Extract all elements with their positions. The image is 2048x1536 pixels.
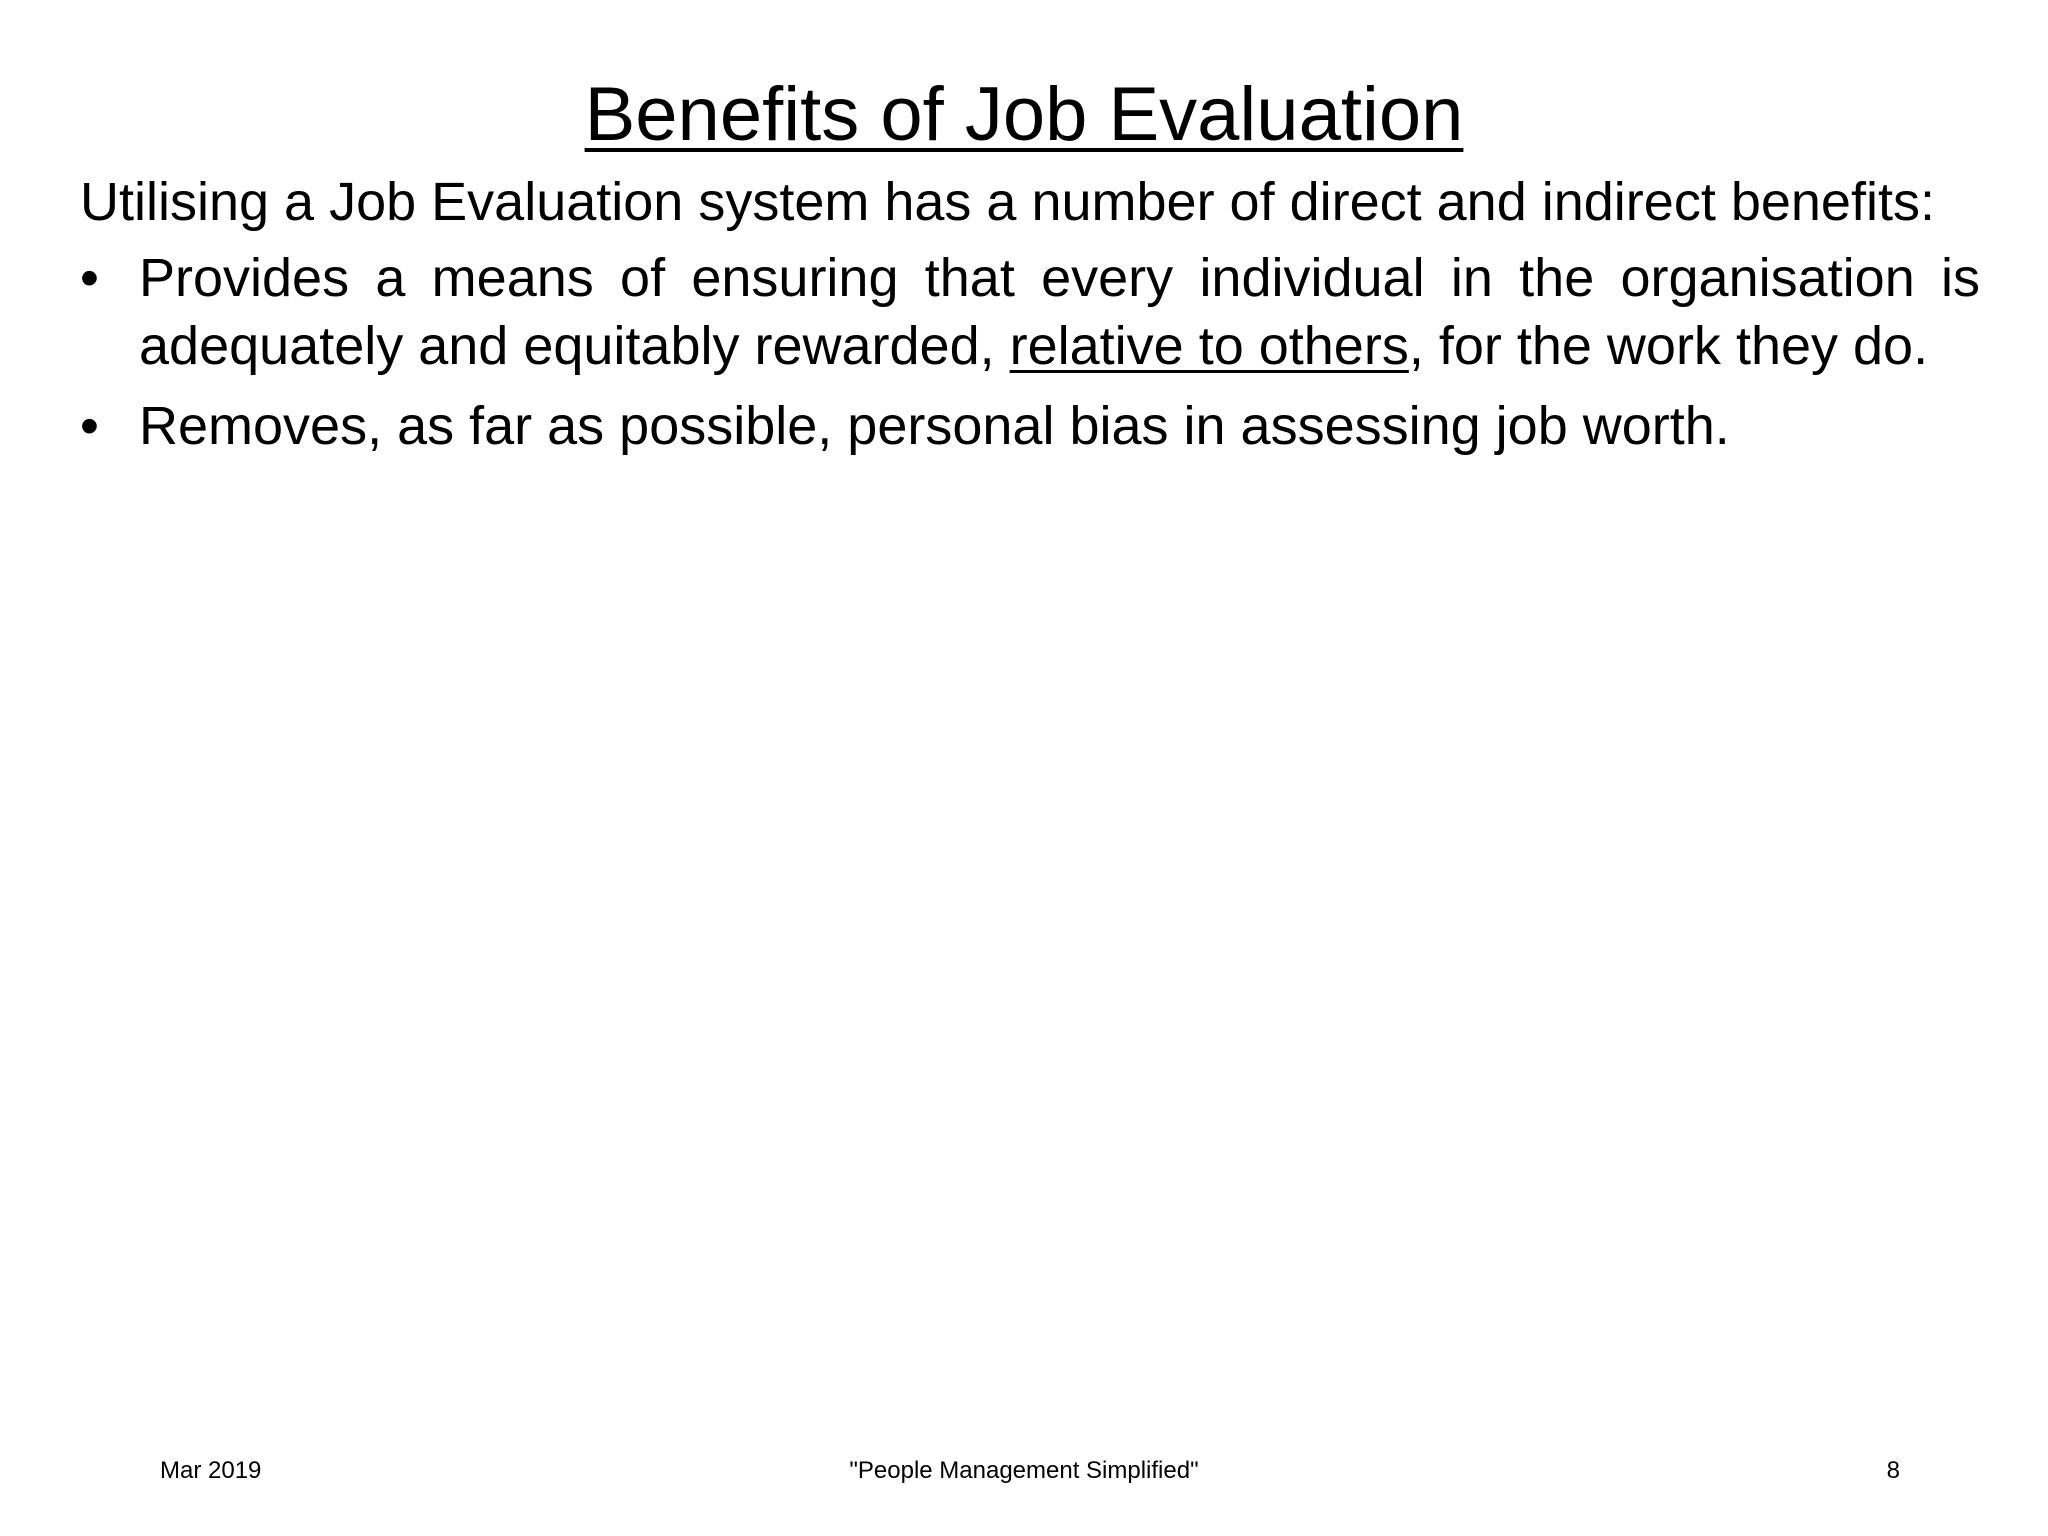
slide-title <box>0 70 2048 160</box>
intro-paragraph: Utilising a Job Evaluation system has a number of direct and indirect benefits: <box>80 172 1935 232</box>
slide-body <box>80 168 1980 472</box>
underlined-phrase: relative to others <box>1009 316 1409 376</box>
bullet-text-end: , for the work they do. <box>1408 316 1929 376</box>
bullet-icon: • <box>80 248 99 308</box>
slide-title-text: Benefits of Job Evaluation <box>584 72 1464 157</box>
bullet-text-start: Provides a means of ensuring that every individual in the organisation is adequately and equitably rewarded, <box>139 248 1980 376</box>
bullet-icon: • <box>80 396 99 456</box>
bullet-text: Removes, as far as possible, personal bias in assessing job worth. <box>139 396 1730 456</box>
bullet-item <box>80 244 1980 380</box>
bullet-item <box>80 392 1980 460</box>
footer-title: "People Management Simplified" <box>849 1457 1199 1484</box>
footer-date: Mar 2019 <box>160 1457 262 1484</box>
page-number: 8 <box>1886 1457 1900 1484</box>
bullet-list <box>80 244 1980 460</box>
